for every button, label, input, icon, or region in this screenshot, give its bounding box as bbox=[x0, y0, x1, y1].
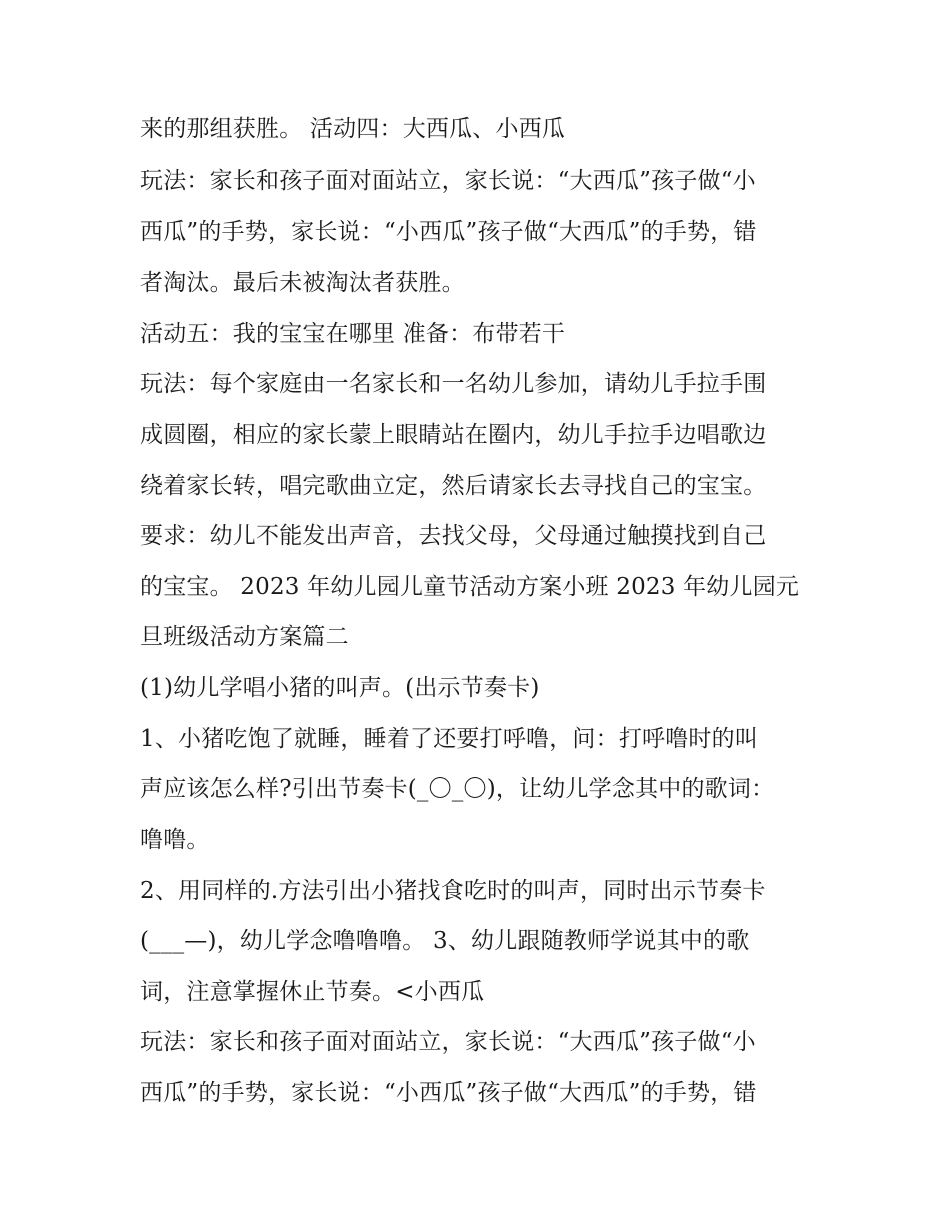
text-line-13: 1、小猪吃饱了就睡，睡着了还要打呼噜，问：打呼噜时的叫 bbox=[140, 726, 759, 752]
text-line-16: 2、用同样的.方法引出小猪找食吃时的叫声，同时出示节奏卡 bbox=[140, 878, 766, 904]
text-line-18: 词，注意掌握休止节奏。<小西瓜 bbox=[140, 979, 485, 1005]
text-line-9: 要求：幼儿不能发出声音，去找父母，父母通过触摸找到自己 bbox=[140, 523, 767, 549]
text-line-4: 者淘汰。最后未被淘汰者获胜。 bbox=[140, 270, 465, 296]
text-line-8: 绕着家长转，唱完歌曲立定，然后请家长去寻找自己的宝宝。 bbox=[140, 473, 767, 499]
text-line-20: 西瓜”的手势，家长说：“小西瓜”孩子做“大西瓜”的手势，错 bbox=[140, 1080, 757, 1106]
text-line-3: 西瓜”的手势，家长说：“小西瓜”孩子做“大西瓜”的手势，错 bbox=[140, 219, 757, 245]
text-line-2: 玩法：家长和孩子面对面站立，家长说：“大西瓜”孩子做“小 bbox=[140, 168, 756, 194]
text-line-11: 旦班级活动方案篇二 bbox=[140, 624, 349, 650]
text-line-5: 活动五：我的宝宝在哪里 准备：布带若干 bbox=[140, 321, 566, 347]
text-line-10: 的宝宝。 2023 年幼儿园儿童节活动方案小班 2023 年幼儿园元 bbox=[140, 574, 800, 600]
text-line-19: 玩法：家长和孩子面对面站立，家长说：“大西瓜”孩子做“小 bbox=[140, 1029, 756, 1055]
text-line-15: 噜噜。 bbox=[140, 827, 210, 853]
text-line-1: 来的那组获胜。 活动四：大西瓜、小西瓜 bbox=[140, 116, 566, 142]
text-line-14: 声应该怎么样?引出节奏卡(_〇_〇)，让幼儿学念其中的歌词： bbox=[140, 776, 775, 802]
text-line-7: 成圆圈，相应的家长蒙上眼睛站在圈内，幼儿手拉手边唱歌边 bbox=[140, 422, 767, 448]
text-line-17: (___—)，幼儿学念噜噜噜。 3、幼儿跟随教师学说其中的歌 bbox=[140, 928, 750, 954]
text-line-6: 玩法：每个家庭由一名家长和一名幼儿参加，请幼儿手拉手围 bbox=[140, 371, 767, 397]
text-line-12: (1)幼儿学唱小猪的叫声。(出示节奏卡) bbox=[140, 675, 540, 701]
